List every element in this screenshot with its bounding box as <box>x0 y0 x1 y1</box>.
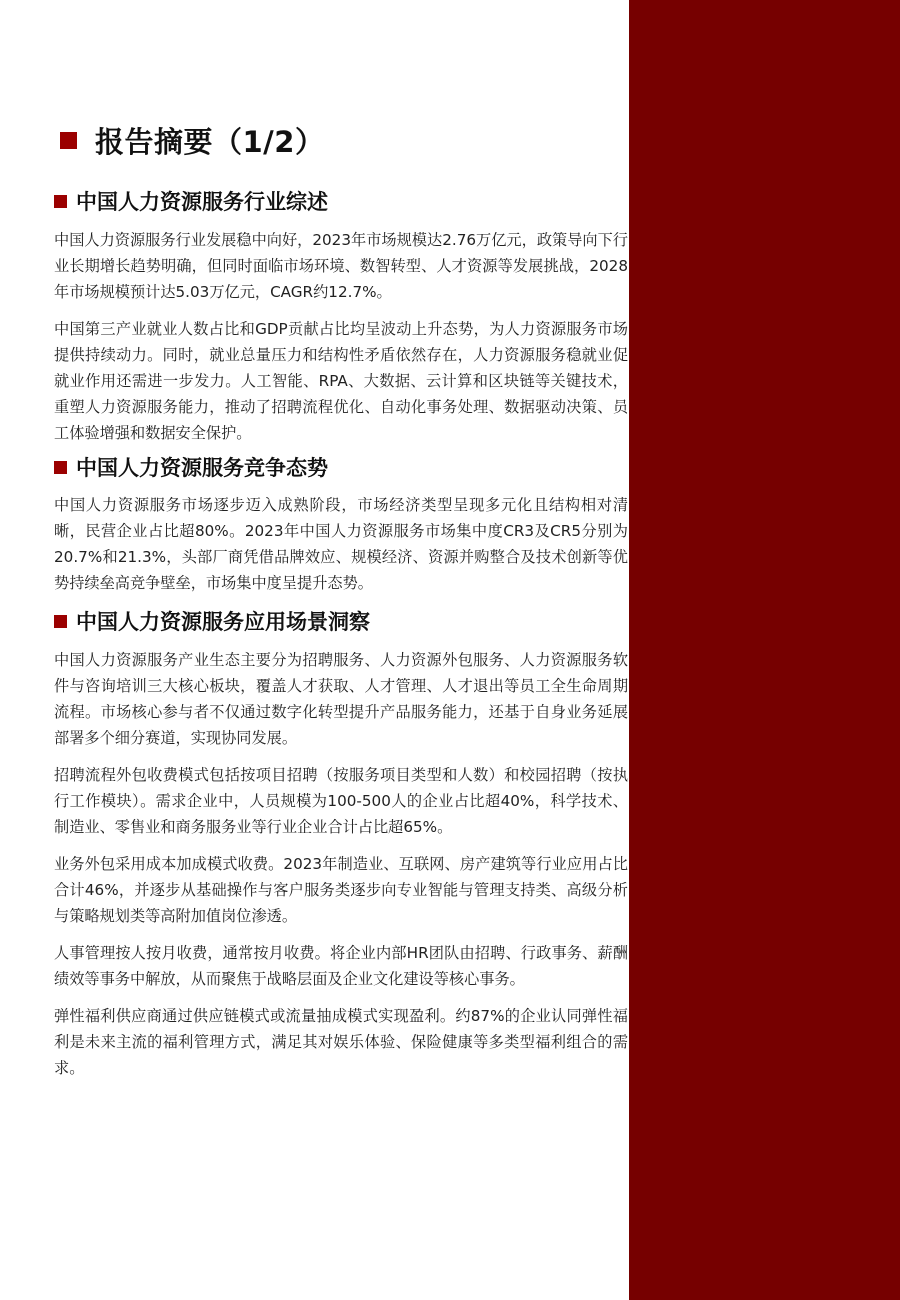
section-industry-overview <box>54 186 628 446</box>
section-heading-text: 中国人力资源服务应用场景洞察 <box>76 610 370 634</box>
section-marker-icon <box>54 195 67 208</box>
section-competition <box>54 452 628 596</box>
paragraph: 弹性福利供应商通过供应链模式或流量抽成模式实现盈利。约87%的企业认同弹性福利是未来主流的福利管理方式，满足其对娱乐体验、保险健康等多类型福利组合的需求。 <box>54 1007 628 1077</box>
section-heading <box>54 606 628 636</box>
paragraph: 中国人力资源服务产业生态主要分为招聘服务、人力资源外包服务、人力资源服务软件与咨询培训三大核心板块，覆盖人才获取、人才管理、人才退出等员工全生命周期流程。市场核心参与者不仅通过数字化转型提升产品服务能力，还基于自身业务延展部署多个细分赛道，实现协同发展。 <box>54 651 628 747</box>
paragraph: 人事管理按人按月收费，通常按月收费。将企业内部HR团队由招聘、行政事务、薪酬绩效等事务中解放，从而聚焦于战略层面及企业文化建设等核心事务。 <box>54 944 628 988</box>
section-marker-icon <box>54 615 67 628</box>
section-heading-text: 中国人力资源服务竞争态势 <box>76 456 328 480</box>
paragraph: 中国人力资源服务行业发展稳中向好，2023年市场规模达2.76万亿元，政策导向下行业长期增长趋势明确，但同时面临市场环境、数智转型、人才资源等发展挑战，2028年市场规模预计达5.03万亿元，CAGR约12.7%。 <box>54 231 628 301</box>
paragraph: 招聘流程外包收费模式包括按项目招聘（按服务项目类型和人数）和校园招聘（按执行工作模块）。需求企业中，人员规模为100-500人的企业占比超40%，科学技术、制造业、零售业和商务服务业等行业企业合计占比超65%。 <box>54 766 628 836</box>
section-marker-icon <box>54 461 67 474</box>
section-application-scenarios <box>54 606 628 1081</box>
page-title-text: 报告摘要（1/2） <box>95 124 325 159</box>
section-heading-text: 中国人力资源服务行业综述 <box>76 190 328 214</box>
page-title <box>60 120 324 160</box>
title-marker-icon <box>60 132 77 149</box>
section-heading <box>54 186 628 216</box>
side-band <box>629 0 900 1300</box>
paragraph: 中国人力资源服务市场逐步迈入成熟阶段，市场经济类型呈现多元化且结构相对清晰，民营企业占比超80%。2023年中国人力资源服务市场集中度CR3及CR5分别为20.7%和21.3%，头部厂商凭借品牌效应、规模经济、资源并购整合及技术创新等优势持续垒高竞争壁垒，市场集中度呈提升态势。 <box>54 496 628 592</box>
paragraph: 中国第三产业就业人数占比和GDP贡献占比均呈波动上升态势，为人力资源服务市场提供持续动力。同时，就业总量压力和结构性矛盾依然存在，人力资源服务稳就业促就业作用还需进一步发力。人工智能、RPA、大数据、云计算和区块链等关键技术，重塑人力资源服务能力，推动了招聘流程优化、自动化事务处理、数据驱动决策、员工体验增强和数据安全保护。 <box>54 320 628 442</box>
section-heading <box>54 452 628 482</box>
paragraph: 业务外包采用成本加成模式收费。2023年制造业、互联网、房产建筑等行业应用占比合计46%，并逐步从基础操作与客户服务类逐步向专业智能与管理支持类、高级分析与策略规划类等高附加值岗位渗透。 <box>54 855 628 925</box>
